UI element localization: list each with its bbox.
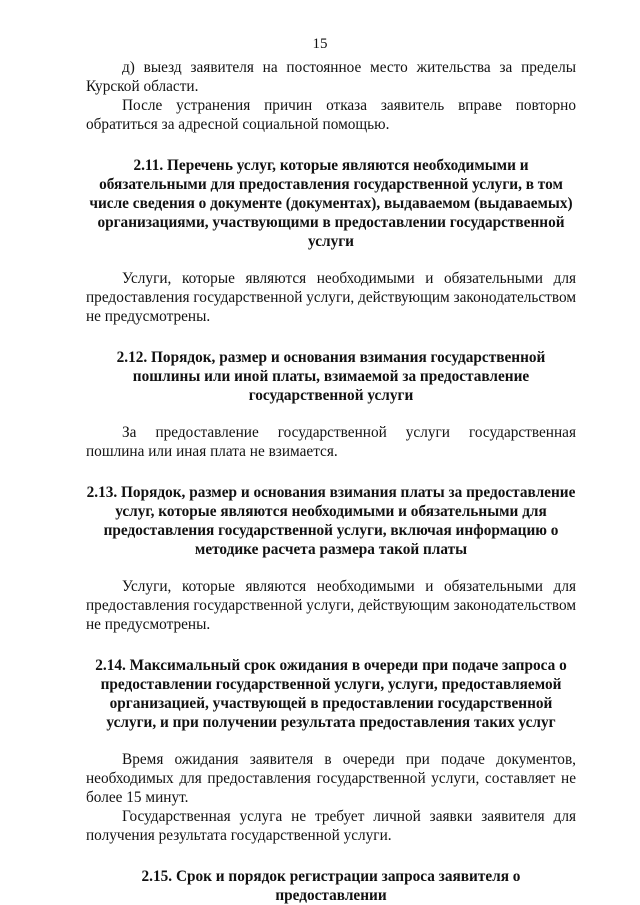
paragraph-2-14-no-personal-request: Государственная услуга не требует личной заявки заявителя для получения результата государственной услуги. <box>86 808 576 844</box>
paragraph-departure-reason: д) выезд заявителя на постоянное место жительства за пределы Курской области. <box>86 59 576 95</box>
paragraph-reapply: После устранения причин отказа заявитель вправе повторно обратиться за адресной социальной помощью. <box>86 97 576 133</box>
paragraph-2-14-waiting-time: Время ожидания заявителя в очереди при подаче документов, необходимых для предоставления государственной услуги, составляет не более 15 минут. <box>86 751 576 806</box>
section-heading-2-11: 2.11. Перечень услуг, которые являются необходимыми и обязательными для предоставления государственной услуги, в том числе сведения о документе (документах), выдаваемом (выдаваемых) организациями, участвующими в предоставлении государственной услуги <box>89 157 573 250</box>
paragraph-2-13: Услуги, которые являются необходимыми и обязательными для предоставления государственной услуги, действующим законодательством не предусмотрены. <box>86 578 576 633</box>
section-heading-2-15: 2.15. Срок и порядок регистрации запроса заявителя о предоставлении <box>141 868 521 904</box>
page-number: 15 <box>312 36 328 52</box>
section-heading-2-12: 2.12. Порядок, размер и основания взимания государственной пошлины или иной платы, взимаемой за предоставление государственной услуги <box>116 349 546 404</box>
section-heading-2-13: 2.13. Порядок, размер и основания взимания платы за предоставление услуг, которые являются необходимыми и обязательными для предоставления государственной услуги, включая информацию о методике расчета размера такой платы <box>86 484 576 558</box>
paragraph-2-11: Услуги, которые являются необходимыми и обязательными для предоставления государственной услуги, действующим законодательством не предусмотрены. <box>86 270 576 325</box>
paragraph-2-12: За предоставление государственной услуги государственная пошлина или иная плата не взимается. <box>86 424 576 460</box>
section-heading-2-14: 2.14. Максимальный срок ожидания в очереди при подаче запроса о предоставлении государственной услуги, услуги, предоставляемой организацией, участвующей в предоставлении государственной услуги, и при получении результата предоставления таких услуг <box>95 657 567 731</box>
document-body <box>86 58 576 905</box>
